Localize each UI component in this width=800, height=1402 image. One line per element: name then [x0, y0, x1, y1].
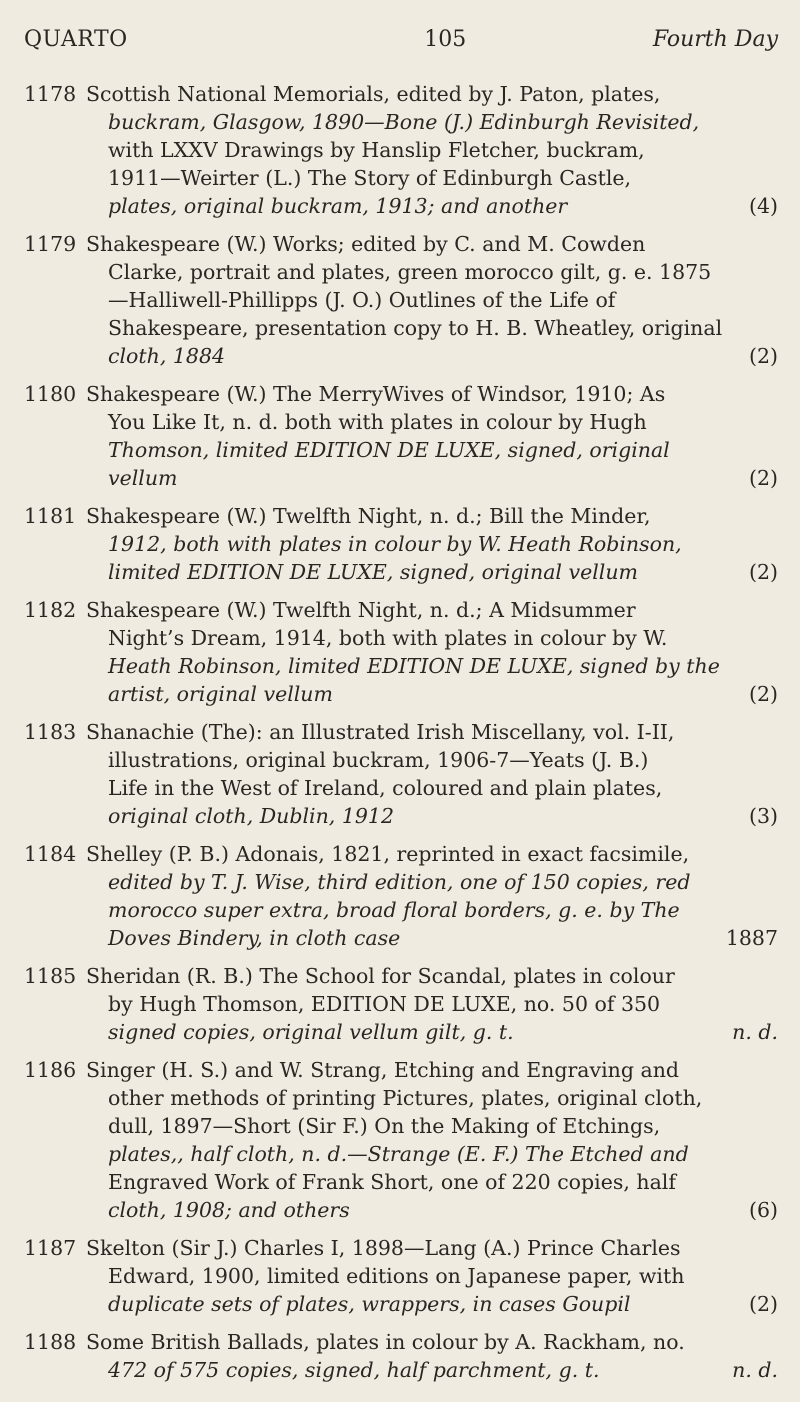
lot-number: 1185 [24, 964, 77, 988]
entry-line: 472 of 575 copies, signed, half parchment, g. t. [108, 1358, 600, 1382]
catalogue-entry [24, 962, 778, 1046]
entry-description [86, 230, 778, 370]
catalogue-entry [24, 80, 778, 220]
entry-line: morocco super extra, broad floral borders, g. e. by The [108, 898, 680, 922]
lot-number: 1180 [24, 382, 77, 406]
entry-line: limited EDITION DE LUXE, signed, original vellum [108, 560, 638, 584]
page-number: 105 [424, 27, 467, 52]
entry-last-line [86, 1356, 778, 1384]
entry-line: Some British Ballads, plates in colour by A. Rackham, no. [86, 1330, 685, 1354]
lot-number: 1182 [24, 598, 77, 622]
catalogue-entry [24, 840, 778, 952]
lot-count: n. d. [732, 1020, 778, 1044]
lot-number: 1179 [24, 232, 77, 256]
entry-line: Shakespeare (W.) The MerryWives of Windsor, 1910; As [86, 382, 666, 406]
entry-line: plates,, half cloth, n. d.—Strange (E. F.) The Etched and [108, 1142, 689, 1166]
entry-line: —Halliwell-Phillipps (J. O.) Outlines of the Life of [108, 288, 616, 312]
entry-description [86, 596, 778, 708]
lot-count: (2) [748, 682, 778, 706]
lot-count: (6) [748, 1198, 778, 1222]
catalogue-entry [24, 1328, 778, 1384]
lot-number: 1183 [24, 720, 77, 744]
lot-count: (3) [748, 804, 778, 828]
catalogue-entry [24, 596, 778, 708]
entry-line: buckram, Glasgow, 1890—Bone (J.) Edinburgh Revisited, [108, 110, 700, 134]
entry-line: Skelton (Sir J.) Charles I, 1898—Lang (A.) Prince Charles [86, 1236, 681, 1260]
entry-line: other methods of printing Pictures, plates, original cloth, [108, 1086, 703, 1110]
entry-last-line [86, 342, 778, 370]
entry-last-line [86, 924, 778, 952]
entry-description [86, 1056, 778, 1224]
entry-line: Doves Bindery, in cloth case [108, 926, 401, 950]
catalogue-entry [24, 380, 778, 492]
entry-line: 1911—Weirter (L.) The Story of Edinburgh Castle, [108, 166, 632, 190]
entry-line: Sheridan (R. B.) The School for Scandal, plates in colour [86, 964, 675, 988]
entry-description [86, 1328, 778, 1384]
entry-last-line [86, 464, 778, 492]
entry-last-line [86, 680, 778, 708]
lot-number: 1188 [24, 1330, 77, 1354]
entry-description [86, 840, 778, 952]
entry-line: Shakespeare (W.) Twelfth Night, n. d.; A Midsummer [86, 598, 636, 622]
entry-description [86, 502, 778, 586]
entry-line: Edward, 1900, limited editions on Japanese paper, with [108, 1264, 685, 1288]
entry-description [86, 80, 778, 220]
entry-description [86, 718, 778, 830]
catalogue-entry [24, 1056, 778, 1224]
entry-line: artist, original vellum [108, 682, 333, 706]
entry-line: Engraved Work of Frank Short, one of 220 copies, half [108, 1170, 676, 1194]
catalogue-entry [24, 502, 778, 586]
entry-line: plates, original buckram, 1913; and another [108, 194, 568, 218]
entry-line: Shakespeare, presentation copy to H. B. Wheatley, original [108, 316, 723, 340]
entry-line: signed copies, original vellum gilt, g. t. [108, 1020, 514, 1044]
entry-line: Scottish National Memorials, edited by J. Paton, plates, [86, 82, 661, 106]
entry-last-line [86, 802, 778, 830]
lot-count: (2) [748, 344, 778, 368]
entry-line: Shanachie (The): an Illustrated Irish Miscellany, vol. I-II, [86, 720, 675, 744]
entry-line: cloth, 1884 [108, 344, 226, 368]
entry-line: Clarke, portrait and plates, green morocco gilt, g. e. 1875 [108, 260, 712, 284]
entry-last-line [86, 1018, 778, 1046]
entry-line: with LXXV Drawings by Hanslip Fletcher, buckram, [108, 138, 645, 162]
entry-line: Life in the West of Ireland, coloured and plain plates, [108, 776, 663, 800]
entry-line: illustrations, original buckram, 1906-7—Yeats (J. B.) [108, 748, 649, 772]
lot-number: 1181 [24, 504, 77, 528]
entry-line: Singer (H. S.) and W. Strang, Etching and Engraving and [86, 1058, 680, 1082]
entry-line: Heath Robinson, limited EDITION DE LUXE, signed by the [108, 654, 720, 678]
lot-count: (2) [748, 466, 778, 490]
entry-line: by Hugh Thomson, EDITION DE LUXE, no. 50 of 350 [108, 992, 661, 1016]
entry-line: edited by T. J. Wise, third edition, one of 150 copies, red [108, 870, 691, 894]
entry-line: duplicate sets of plates, wrappers, in cases Goupil [108, 1292, 631, 1316]
entry-last-line [86, 1196, 778, 1224]
entry-line: 1912, both with plates in colour by W. Heath Robinson, [108, 532, 682, 556]
entry-line: cloth, 1908; and others [108, 1198, 350, 1222]
lot-number: 1178 [24, 82, 77, 106]
entry-line: Night’s Dream, 1914, both with plates in colour by W. [108, 626, 668, 650]
entry-line: You Like It, n. d. both with plates in colour by Hugh [108, 410, 647, 434]
entry-last-line [86, 192, 778, 220]
entry-last-line [86, 558, 778, 586]
lot-count: (2) [748, 1292, 778, 1316]
entry-description [86, 962, 778, 1046]
header-format: QUARTO [24, 27, 128, 52]
entry-line: Shakespeare (W.) Twelfth Night, n. d.; Bill the Minder, [86, 504, 651, 528]
lot-number: 1186 [24, 1058, 77, 1082]
header-sale-day: Fourth Day [652, 27, 778, 52]
lot-count: (4) [748, 194, 778, 218]
entry-line: vellum [108, 466, 178, 490]
entry-description [86, 1234, 778, 1318]
entry-description [86, 380, 778, 492]
lot-count: (2) [748, 560, 778, 584]
entry-last-line [86, 1290, 778, 1318]
lot-number: 1184 [24, 842, 77, 866]
catalogue-entry [24, 230, 778, 370]
catalogue-entries [24, 80, 778, 1384]
page-header [24, 26, 778, 72]
entry-line: dull, 1897—Short (Sir F.) On the Making of Etchings, [108, 1114, 661, 1138]
catalogue-entry [24, 718, 778, 830]
entry-line: Shakespeare (W.) Works; edited by C. and M. Cowden [86, 232, 646, 256]
entry-line: Thomson, limited EDITION DE LUXE, signed, original [108, 438, 670, 462]
lot-count: n. d. [732, 1358, 778, 1382]
lot-number: 1187 [24, 1236, 77, 1260]
entry-line: Shelley (P. B.) Adonais, 1821, reprinted in exact facsimile, [86, 842, 690, 866]
entry-line: original cloth, Dublin, 1912 [108, 804, 395, 828]
lot-count: 1887 [725, 926, 778, 950]
catalogue-entry [24, 1234, 778, 1318]
